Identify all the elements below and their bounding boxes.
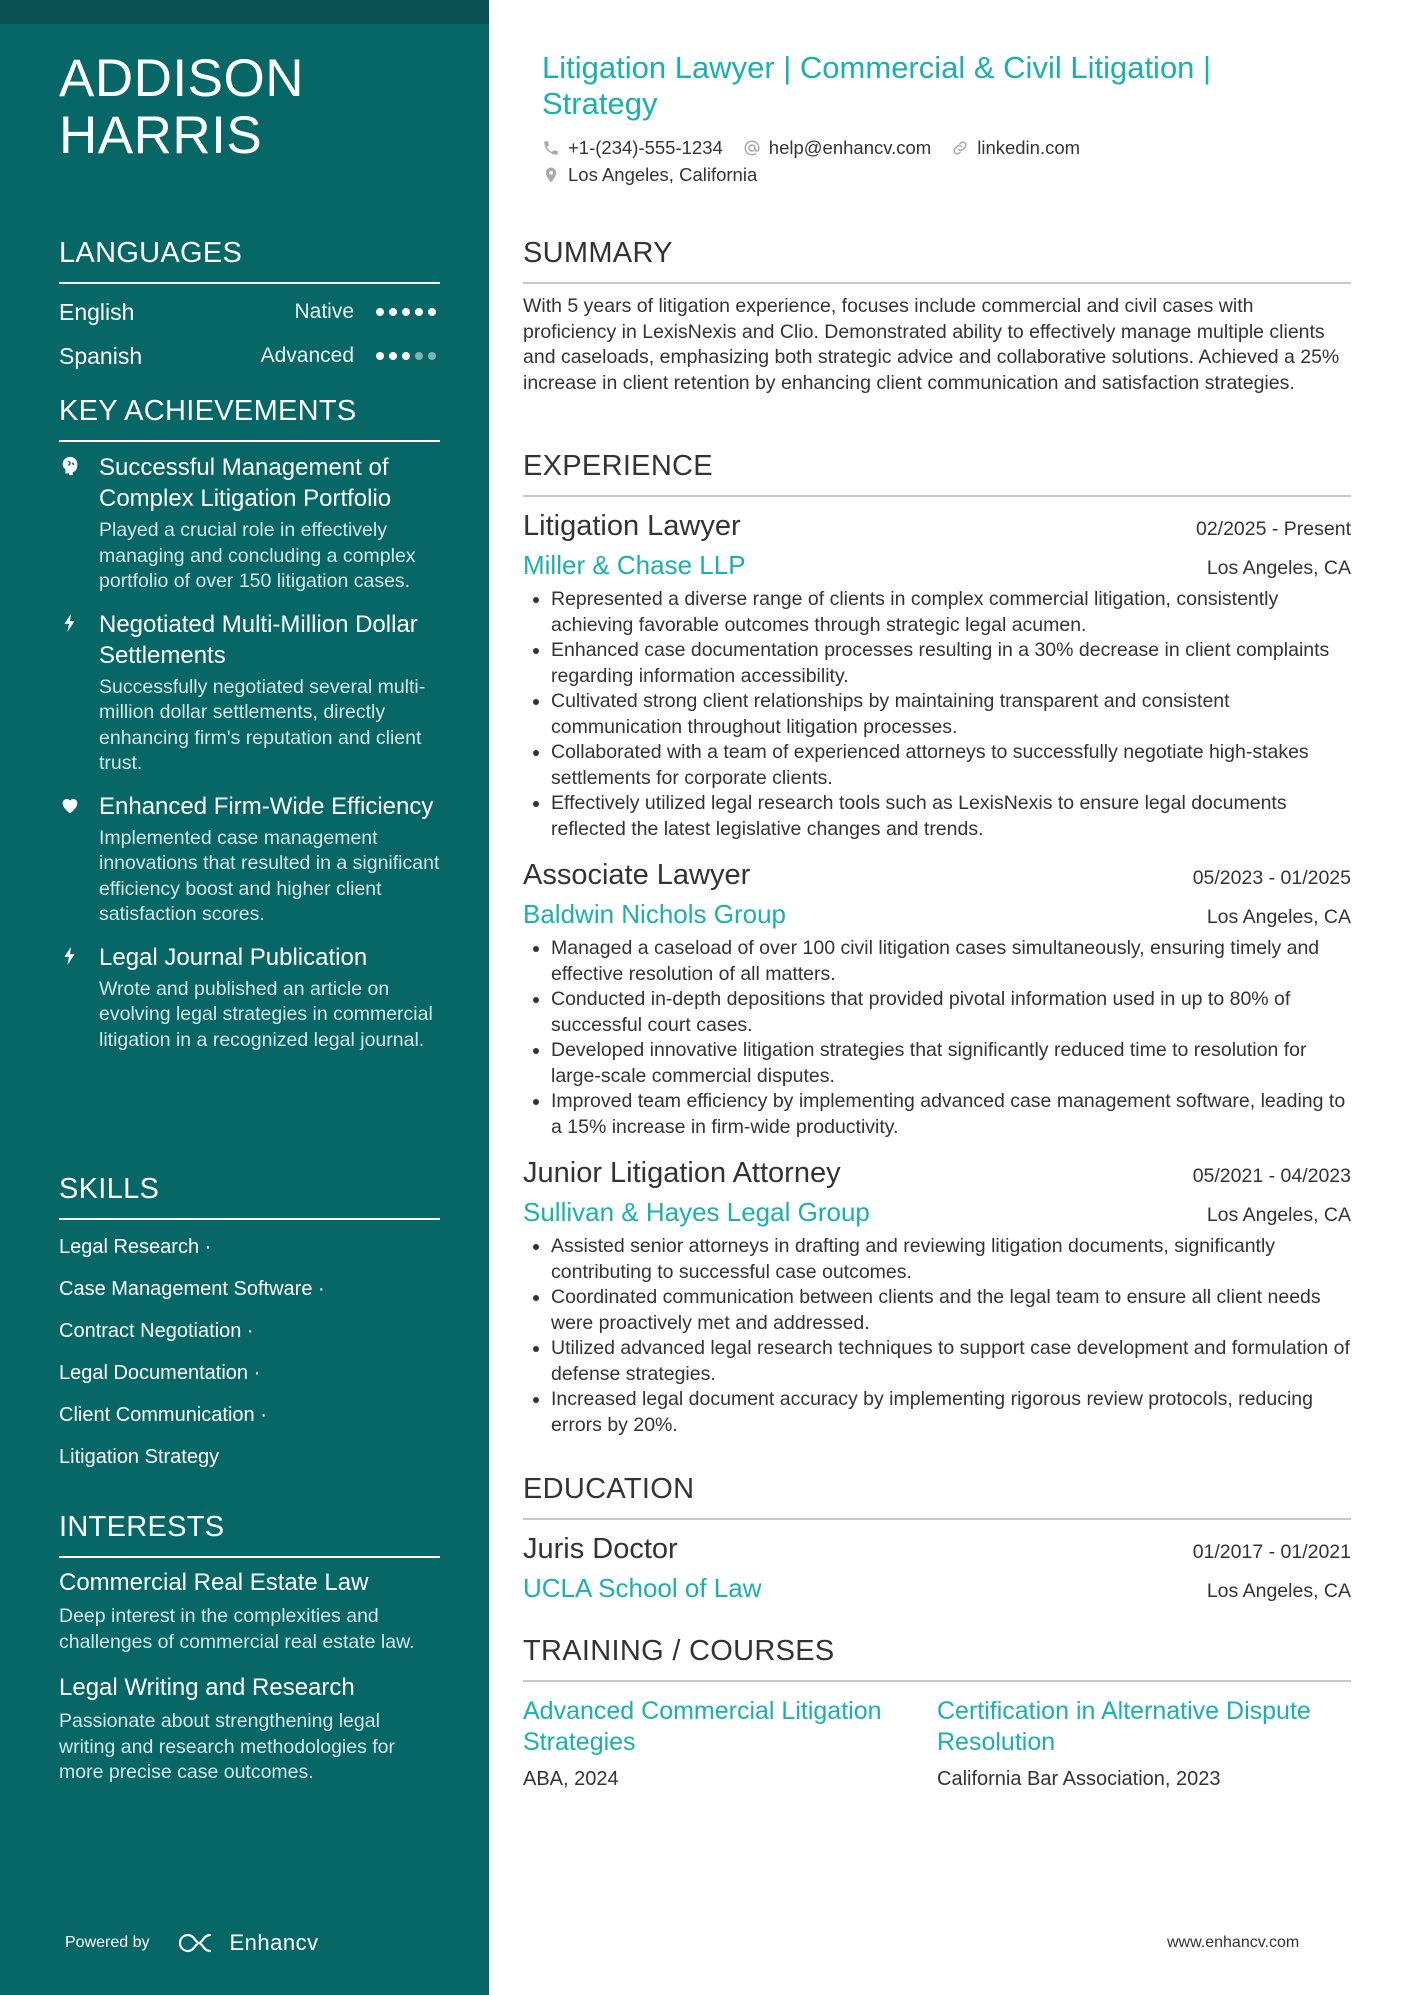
phone-text: +1-(234)-555-1234 <box>568 137 723 158</box>
job-company: Miller & Chase LLP <box>523 550 746 580</box>
education-date: 01/2017 - 01/2021 <box>1192 1541 1351 1563</box>
achievement-desc: Implemented case management innovations that resulted in a significant efficiency boost and higher client satisfaction scores. <box>99 826 440 925</box>
job-entry <box>523 507 1351 842</box>
job-bullet: Enhanced case documentation processes resulting in a 30% decrease in client complaints regarding information accessibility. <box>523 638 1351 689</box>
course-title: Advanced Commercial Litigation Strategies <box>523 1697 882 1756</box>
language-item <box>59 290 440 334</box>
job-bullet: Cultivated strong client relationships by maintaining transparent and consistent communication throughout litigation processes. <box>523 689 1351 740</box>
sidebar-top-band <box>0 0 489 24</box>
contact-phone[interactable] <box>542 137 723 159</box>
skill-item: Legal Documentation · <box>59 1362 261 1384</box>
job-bullet: Developed innovative litigation strategies that significantly reduced time to resolution for large-scale commercial disputes. <box>523 1038 1351 1089</box>
skills-heading: SKILLS <box>59 1172 440 1220</box>
location-text: Los Angeles, California <box>568 164 758 185</box>
achievement-title: Successful Management of Complex Litigation Portfolio <box>99 454 392 512</box>
contact-linkedin[interactable] <box>951 137 1080 159</box>
candidate-name: ADDISON HARRIS <box>59 49 304 165</box>
email-text: help@enhancv.com <box>768 137 932 158</box>
language-proficiency-dots <box>376 352 436 360</box>
education-heading: EDUCATION <box>523 1472 1351 1520</box>
language-level: Advanced <box>260 344 354 367</box>
job-bullet: Collaborated with a team of experienced attorneys to successfully negotiate high-stakes settlements for corporate clients. <box>523 740 1351 791</box>
job-company: Baldwin Nichols Group <box>523 899 787 929</box>
job-bullet: Managed a caseload of over 100 civil litigation cases simultaneously, ensuring timely and effective resolution of all matters. <box>523 936 1351 987</box>
achievement-item <box>59 609 440 777</box>
headline: Litigation Lawyer | Commercial & Civil Litigation | Strategy <box>542 50 1212 121</box>
job-title: Litigation Lawyer <box>523 510 741 542</box>
skills-section <box>59 1172 440 1478</box>
enhancv-logo-icon <box>176 1931 222 1955</box>
languages-heading: LANGUAGES <box>59 236 440 284</box>
contact-email[interactable] <box>743 137 931 159</box>
enhancv-logo[interactable] <box>176 1930 319 1956</box>
summary-section <box>523 236 1351 396</box>
achievement-desc: Successfully negotiated several multi-million dollar settlements, directly enhancing firm's reputation and client trust. <box>99 675 426 774</box>
job-bullet: Improved team efficiency by implementing advanced case management software, leading to a 15% increase in firm-wide productivity. <box>523 1089 1351 1140</box>
achievement-title: Enhanced Firm-Wide Efficiency <box>99 792 434 820</box>
job-date: 02/2025 - Present <box>1195 518 1351 540</box>
job-date: 05/2023 - 01/2025 <box>1192 867 1351 889</box>
enhancv-brand-text: Enhancv <box>229 1930 319 1955</box>
powered-by-label: Powered by <box>65 1934 150 1951</box>
achievement-desc: Wrote and published an article on evolving legal strategies in commercial litigation in a recognized legal journal. <box>99 977 433 1051</box>
location-pin-icon <box>542 166 560 184</box>
at-icon <box>743 139 761 157</box>
heart-icon <box>59 791 99 928</box>
language-name: English <box>59 298 135 325</box>
job-title: Associate Lawyer <box>523 859 751 891</box>
sidebar <box>0 0 489 1995</box>
job-bullet: Utilized advanced legal research techniques to support case development and formulation of defense strategies. <box>523 1336 1351 1387</box>
course-item <box>937 1696 1351 1792</box>
contact-location <box>542 164 777 186</box>
linkedin-text: linkedin.com <box>977 137 1081 158</box>
job-bullets <box>523 936 1351 1140</box>
summary-text: With 5 years of litigation experience, focuses include commercial and civil cases with proficiency in LexisNexis and Clio. Demonstrated ability to effectively manage multiple clients and caseloads, emphasizing both strategic advice and collaborative solutions. Achieved a 25% increase in client retention by enhancing client communication and satisfaction strategies. <box>523 295 1340 394</box>
job-location: Los Angeles, CA <box>1206 906 1351 928</box>
interest-title: Legal Writing and Research <box>59 1674 355 1701</box>
brain-icon <box>59 452 99 595</box>
job-bullet: Increased legal document accuracy by implementing rigorous review protocols, reducing errors by 20%. <box>523 1387 1351 1438</box>
education-entry <box>523 1530 1351 1608</box>
phone-icon <box>542 139 560 157</box>
skill-item: Contract Negotiation · <box>59 1320 254 1342</box>
interest-desc: Deep interest in the complexities and challenges of commercial real estate law. <box>59 1605 415 1653</box>
job-bullet: Coordinated communication between clients and the legal team to ensure all client needs were proactively met and addressed. <box>523 1285 1351 1336</box>
skill-item: Client Communication · <box>59 1404 267 1426</box>
summary-heading: SUMMARY <box>523 236 1351 284</box>
languages-section <box>59 236 440 378</box>
achievement-item <box>59 791 440 928</box>
job-entry <box>523 1154 1351 1438</box>
job-location: Los Angeles, CA <box>1206 1204 1351 1226</box>
experience-heading: EXPERIENCE <box>523 449 1351 497</box>
achievement-title: Legal Journal Publication <box>99 943 368 971</box>
job-entry <box>523 856 1351 1140</box>
job-bullets <box>523 587 1351 842</box>
job-bullet: Represented a diverse range of clients in complex commercial litigation, consistently achieving favorable outcomes through strategic legal acumen. <box>523 587 1351 638</box>
interests-heading: INTERESTS <box>59 1510 440 1558</box>
achievement-title: Negotiated Multi-Million Dollar Settlements <box>99 610 418 669</box>
interests-section <box>59 1510 440 1786</box>
course-org: California Bar Association, 2023 <box>937 1768 1221 1790</box>
interest-desc: Passionate about strengthening legal writing and research methodologies for more precise case outcomes. <box>59 1710 396 1783</box>
achievements-heading: KEY ACHIEVEMENTS <box>59 394 440 442</box>
achievement-item <box>59 452 440 595</box>
language-name: Spanish <box>59 342 143 369</box>
interest-item <box>59 1568 440 1655</box>
interest-item <box>59 1673 440 1786</box>
skill-item: Legal Research · <box>59 1236 212 1258</box>
experience-section <box>523 449 1351 1438</box>
job-bullets <box>523 1234 1351 1438</box>
education-degree: Juris Doctor <box>523 1533 678 1565</box>
language-proficiency-dots <box>376 308 436 316</box>
education-section <box>523 1472 1351 1608</box>
job-company: Sullivan & Hayes Legal Group <box>523 1197 870 1227</box>
training-section <box>523 1634 1351 1792</box>
job-bullet: Conducted in-depth depositions that provided pivotal information used in up to 80% of successful court cases. <box>523 987 1351 1038</box>
training-heading: TRAINING / COURSES <box>523 1634 1351 1682</box>
achievements-section <box>59 394 440 1053</box>
job-title: Junior Litigation Attorney <box>523 1157 841 1189</box>
achievement-item <box>59 942 440 1054</box>
lightning-icon <box>59 609 99 777</box>
course-title: Certification in Alternative Dispute Resolution <box>937 1697 1311 1756</box>
course-item <box>523 1696 937 1792</box>
education-school: UCLA School of Law <box>523 1573 762 1603</box>
skill-item: Litigation Strategy <box>59 1446 220 1468</box>
language-level: Native <box>294 300 354 323</box>
website-link[interactable]: www.enhancv.com <box>1167 1934 1300 1951</box>
job-bullet: Assisted senior attorneys in drafting and reviewing litigation documents, significantly contributing to successful case outcomes. <box>523 1234 1351 1285</box>
interest-title: Commercial Real Estate Law <box>59 1569 369 1596</box>
powered-by <box>65 1930 319 1956</box>
job-location: Los Angeles, CA <box>1206 557 1351 579</box>
lightning-icon <box>59 942 99 1054</box>
course-org: ABA, 2024 <box>523 1768 619 1790</box>
contact-row <box>542 137 1100 159</box>
language-item <box>59 334 440 378</box>
job-bullet: Effectively utilized legal research tools such as LexisNexis to ensure legal documents reflected the latest legislative changes and trends. <box>523 791 1351 842</box>
skill-item: Case Management Software · <box>59 1278 325 1300</box>
education-location: Los Angeles, CA <box>1206 1580 1351 1602</box>
job-date: 05/2021 - 04/2023 <box>1192 1165 1351 1187</box>
achievement-desc: Played a crucial role in effectively managing and concluding a complex portfolio of over 150 litigation cases. <box>99 519 416 592</box>
link-icon <box>951 139 969 157</box>
